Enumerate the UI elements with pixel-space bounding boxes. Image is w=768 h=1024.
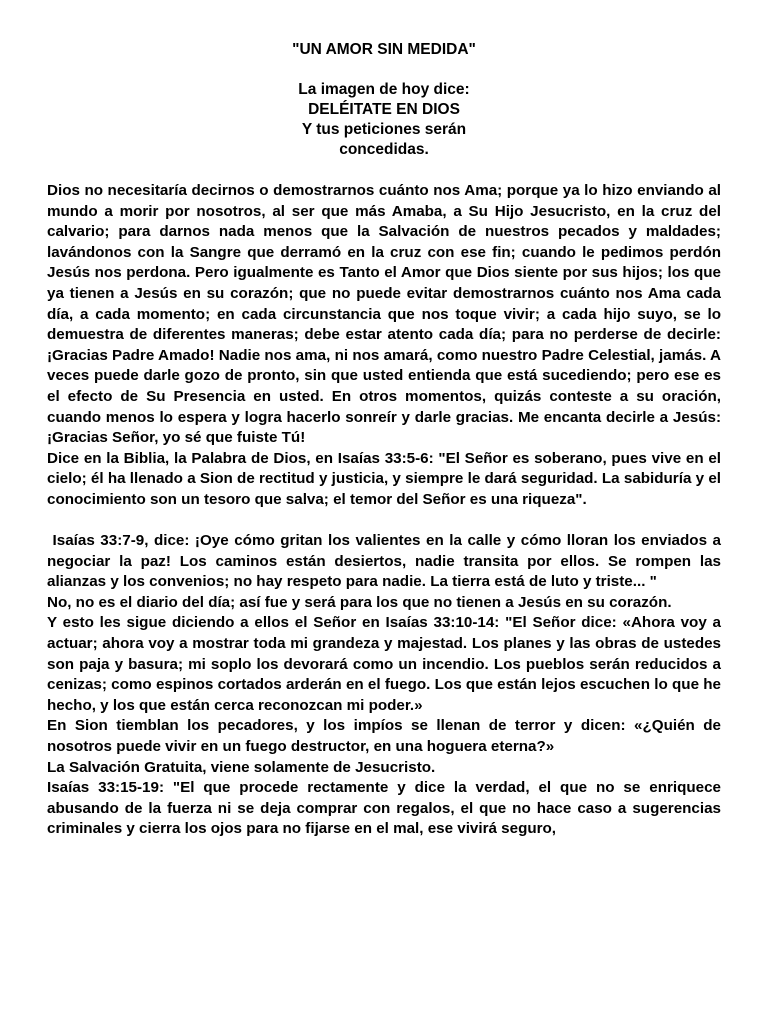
intro-line-1: La imagen de hoy dice: [298, 81, 470, 98]
paragraph-1: Dios no necesitaría decirnos o demostrarnos cuánto nos Ama; porque ya lo hizo enviando al mundo a morir por nosotros, al ser que más Amaba, a Su Hijo Jesucristo, en la cruz del calvario; para darnos nada menos que la Salvación de nuestros pecados y maldades; lavándonos con la Sangre que derramó en la cruz con ese fin; cuando le pedimos perdón Jesús nos perdona. Pero igualmente es Tanto el Amor que Dios siente por sus hijos; los que ya tienen a Jesús en su corazón; que no puede evitar demostrarnos cuánto nos Ama cada día, a cada momento; en cada circunstancia que nos toque vivir; a cada hijo suyo, se lo demuestra de diferentes maneras; debe estar atento cada día; para no perderse de decirle: ¡Gracias Padre Amado! Nadie nos ama, ni nos amará, como nuestro Padre Celestial, jamás. A veces puede darle gozo de pronto, sin que usted entienda que está sucediendo; pero ese es el efecto de Su Presencia en usted. En otros momentos, quizás conteste a su oración, cuando menos lo espera y logra hacerlo sonreír y darle gracias. Me encanta decirle a Jesús: ¡Gracias Señor, yo sé que fuiste Tú! [47, 182, 721, 447]
paragraph-3: Isaías 33:7-9, dice: ¡Oye cómo gritan los valientes en la calle y cómo lloran los enviados a negociar la paz! Los caminos están desiertos, nadie transita por ellos. Se rompen las alianzas y los convenios; no hay respeto para nadie. La tierra está de luto y triste... " [47, 532, 721, 591]
body-text [47, 181, 721, 840]
paragraph-5: Y esto les sigue diciendo a ellos el Señor en Isaías 33:10-14: "El Señor dice: «Ahora voy a actuar; ahora voy a mostrar toda mi grandeza y majestad. Los planes y las obras de ustedes son paja y basura; mi soplo los devorará como un incendio. Los pueblos serán reducidos a cenizas; como espinos cortados arderán en el fuego. Los que están lejos escuchen lo que he hecho, y los que están cerca reconozcan mi poder.» [47, 614, 721, 714]
paragraph-4: No, no es el diario del día; así fue y será para los que no tienen a Jesús en su corazón. [47, 593, 672, 611]
intro-line-3: Y tus peticiones serán [301, 121, 467, 138]
paragraph-6: En Sion tiemblan los pecadores, y los impíos se llenan de terror y dicen: «¿Quién de nosotros puede vivir en un fuego destructor, en una hoguera eterna?» [47, 717, 721, 756]
paragraph-8: Isaías 33:15-19: "El que procede rectamente y dice la verdad, el que no se enriquece abusando de la fuerza ni se deja comprar con regalos, el que no hace caso a sugerencias criminales y cierra los ojos para no fijarse en el mal, ese vivirá seguro, [47, 779, 721, 838]
paragraph-2: Dice en la Biblia, la Palabra de Dios, en Isaías 33:5-6: "El Señor es soberano, pues vive en el cielo; él ha llenado a Sion de rectitud y justicia, y siempre le dará seguridad. La sabiduría y el conocimiento son un tesoro que salva; el temor del Señor es una riqueza". [47, 449, 721, 508]
paragraph-7: La Salvación Gratuita, viene solamente de Jesucristo. [47, 758, 436, 776]
paragraph-spacer [47, 511, 721, 532]
header-block [47, 40, 721, 160]
document-title: "UN AMOR SIN MEDIDA" [292, 41, 476, 58]
intro-line-4: concedidas. [339, 141, 429, 158]
intro-line-2: DELÉITATE EN DIOS [308, 101, 460, 118]
header-spacer [47, 60, 721, 80]
